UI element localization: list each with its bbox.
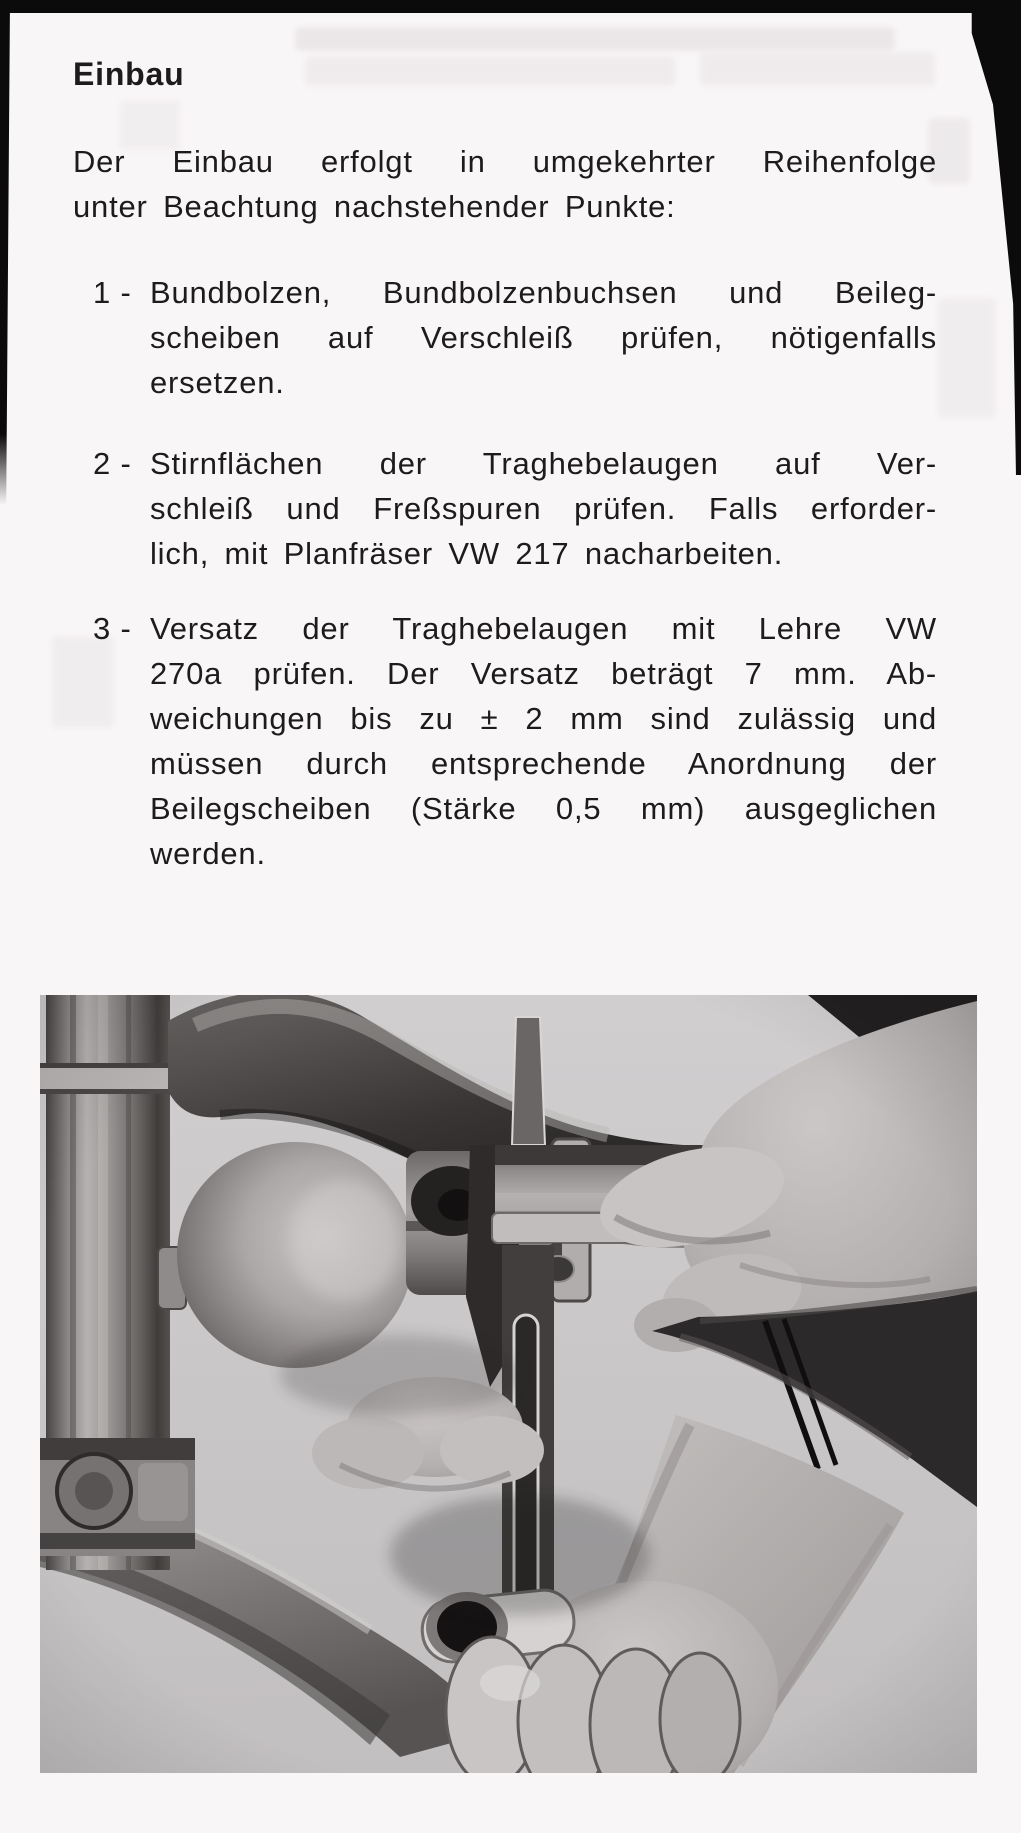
text-line: schleiß und Freßspuren prüfen. Falls erforder- xyxy=(150,491,937,526)
print-bleedthrough xyxy=(938,298,996,418)
text-line: müssen durch entsprechende Anordnung der xyxy=(150,746,937,781)
figure-photo xyxy=(40,995,977,1773)
text-line: weichungen bis zu ± 2 mm sind zulässig und xyxy=(150,701,937,736)
list-item-number: 2 - xyxy=(93,446,132,481)
text-line: lich, mit Planfräser VW 217 nacharbeiten. xyxy=(150,536,784,571)
text-line: Beilegscheiben (Stärke 0,5 mm) ausgeglichen xyxy=(150,791,937,826)
text-line: werden. xyxy=(150,836,266,871)
section-heading: Einbau xyxy=(73,56,185,92)
list-item-number: 3 - xyxy=(93,611,132,646)
print-bleedthrough xyxy=(305,56,675,86)
list-item-text xyxy=(150,441,937,576)
suspension-measurement-photo xyxy=(40,995,977,1773)
intro-paragraph xyxy=(73,139,937,229)
list-item-number: 1 - xyxy=(93,275,132,310)
text-line: Bundbolzen, Bundbolzenbuchsen und Beileg- xyxy=(150,275,937,310)
list-item-1 xyxy=(93,270,937,405)
print-bleedthrough xyxy=(700,52,935,86)
list-item-text xyxy=(150,270,937,405)
list-item-2 xyxy=(93,441,937,576)
vignette xyxy=(40,995,977,1773)
list-item-text xyxy=(150,606,937,876)
print-bleedthrough xyxy=(295,27,895,51)
text-line: unter Beachtung nachstehender Punkte: xyxy=(73,189,676,224)
text-line: Versatz der Traghebelaugen mit Lehre VW xyxy=(150,611,937,646)
text-line: 270a prüfen. Der Versatz beträgt 7 mm. Ab- xyxy=(150,656,937,691)
text-line: ersetzen. xyxy=(150,365,285,400)
scan-border-left xyxy=(0,0,10,505)
text-line: scheiben auf Verschleiß prüfen, nötigenfalls xyxy=(150,320,937,355)
scan-border-top xyxy=(0,0,1021,13)
list-item-3 xyxy=(93,606,937,876)
text-line: Der Einbau erfolgt in umgekehrter Reihenfolge xyxy=(73,144,937,179)
text-line: Stirnflächen der Traghebelaugen auf Ver- xyxy=(150,446,937,481)
